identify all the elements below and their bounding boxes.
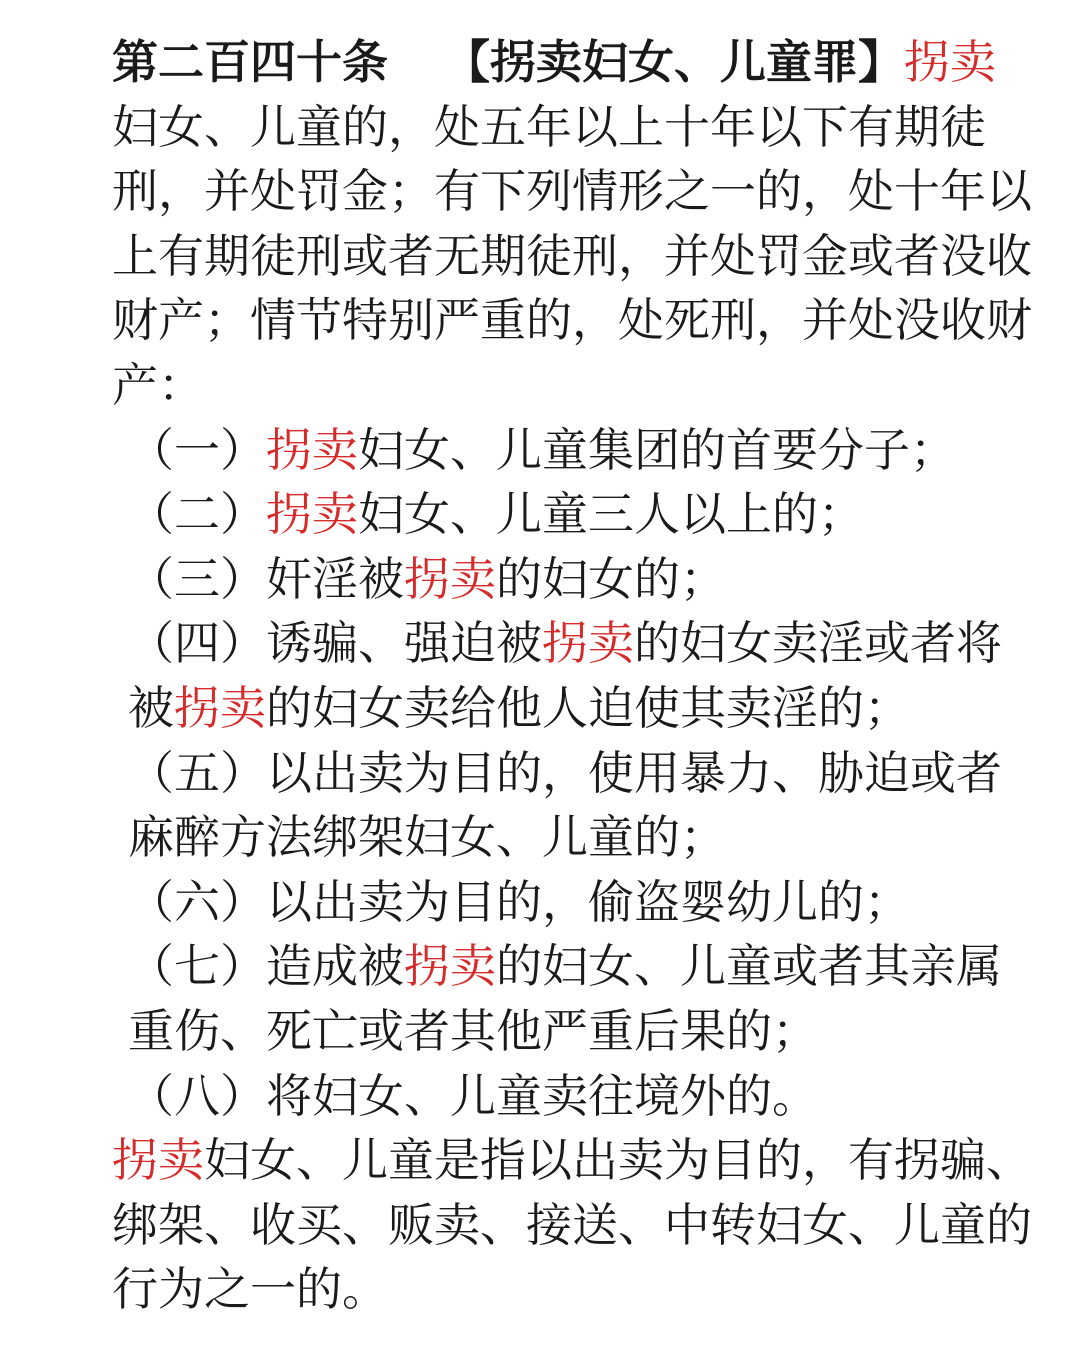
item-prefix: （四）诱骗、强迫被 bbox=[128, 616, 542, 671]
item-text: （八）将妇女、儿童卖往境外的。 bbox=[128, 1068, 818, 1123]
article-title: 【拐卖妇女、儿童罪】 bbox=[444, 35, 904, 89]
item-text: 的妇女卖淫或者将被 bbox=[128, 616, 1002, 735]
article-number: 第二百四十条 bbox=[112, 35, 388, 89]
list-item bbox=[32, 741, 1035, 870]
highlight-term: 拐卖 bbox=[404, 939, 496, 994]
highlight-term: 拐卖 bbox=[266, 487, 358, 542]
highlight-term: 拐卖 bbox=[174, 680, 266, 735]
list-item bbox=[32, 870, 1035, 935]
item-text: （六）以出卖为目的，偷盗婴幼儿的； bbox=[128, 874, 910, 929]
list-item bbox=[32, 934, 1035, 1063]
highlight-term: 拐卖 bbox=[904, 35, 996, 89]
highlight-term: 拐卖 bbox=[112, 1133, 204, 1188]
article-body: 妇女、儿童的，处五年以上十年以下有期徒刑，并处罚金；有下列情形之一的，处十年以上有期徒刑或者无期徒刑，并处罚金或者没收财产；情节特别严重的，处死刑，并处没收财产： bbox=[112, 99, 1032, 412]
item-text: 的妇女、儿童或者其亲属重伤、死亡或者其他严重后果的； bbox=[128, 939, 1002, 1058]
list-item bbox=[32, 611, 1035, 740]
list-item bbox=[32, 547, 1035, 612]
list-item bbox=[32, 482, 1035, 547]
item-prefix: （七）造成被 bbox=[128, 939, 404, 994]
item-prefix: （三）奸淫被 bbox=[128, 551, 404, 606]
highlight-term: 拐卖 bbox=[266, 422, 358, 477]
article-paragraph bbox=[32, 30, 1035, 418]
item-text: （五）以出卖为目的，使用暴力、胁迫或者麻醉方法绑架妇女、儿童的； bbox=[128, 745, 1002, 865]
list-item bbox=[32, 1064, 1035, 1129]
item-prefix: （一） bbox=[128, 422, 266, 477]
item-text: 妇女、儿童集团的首要分子； bbox=[358, 422, 956, 477]
item-text: 的妇女的； bbox=[496, 551, 726, 606]
list-item bbox=[32, 418, 1035, 483]
highlight-term: 拐卖 bbox=[542, 616, 634, 671]
item-prefix: （二） bbox=[128, 487, 266, 542]
definition-text: 妇女、儿童是指以出卖为目的，有拐骗、绑架、收买、贩卖、接送、中转妇女、儿童的行为之一的。 bbox=[112, 1133, 1032, 1317]
highlight-term: 拐卖 bbox=[404, 551, 496, 606]
item-text: 妇女、儿童三人以上的； bbox=[358, 487, 864, 542]
item-text: 的妇女卖给他人迫使其卖淫的； bbox=[266, 680, 910, 735]
definition-paragraph bbox=[32, 1128, 1035, 1322]
